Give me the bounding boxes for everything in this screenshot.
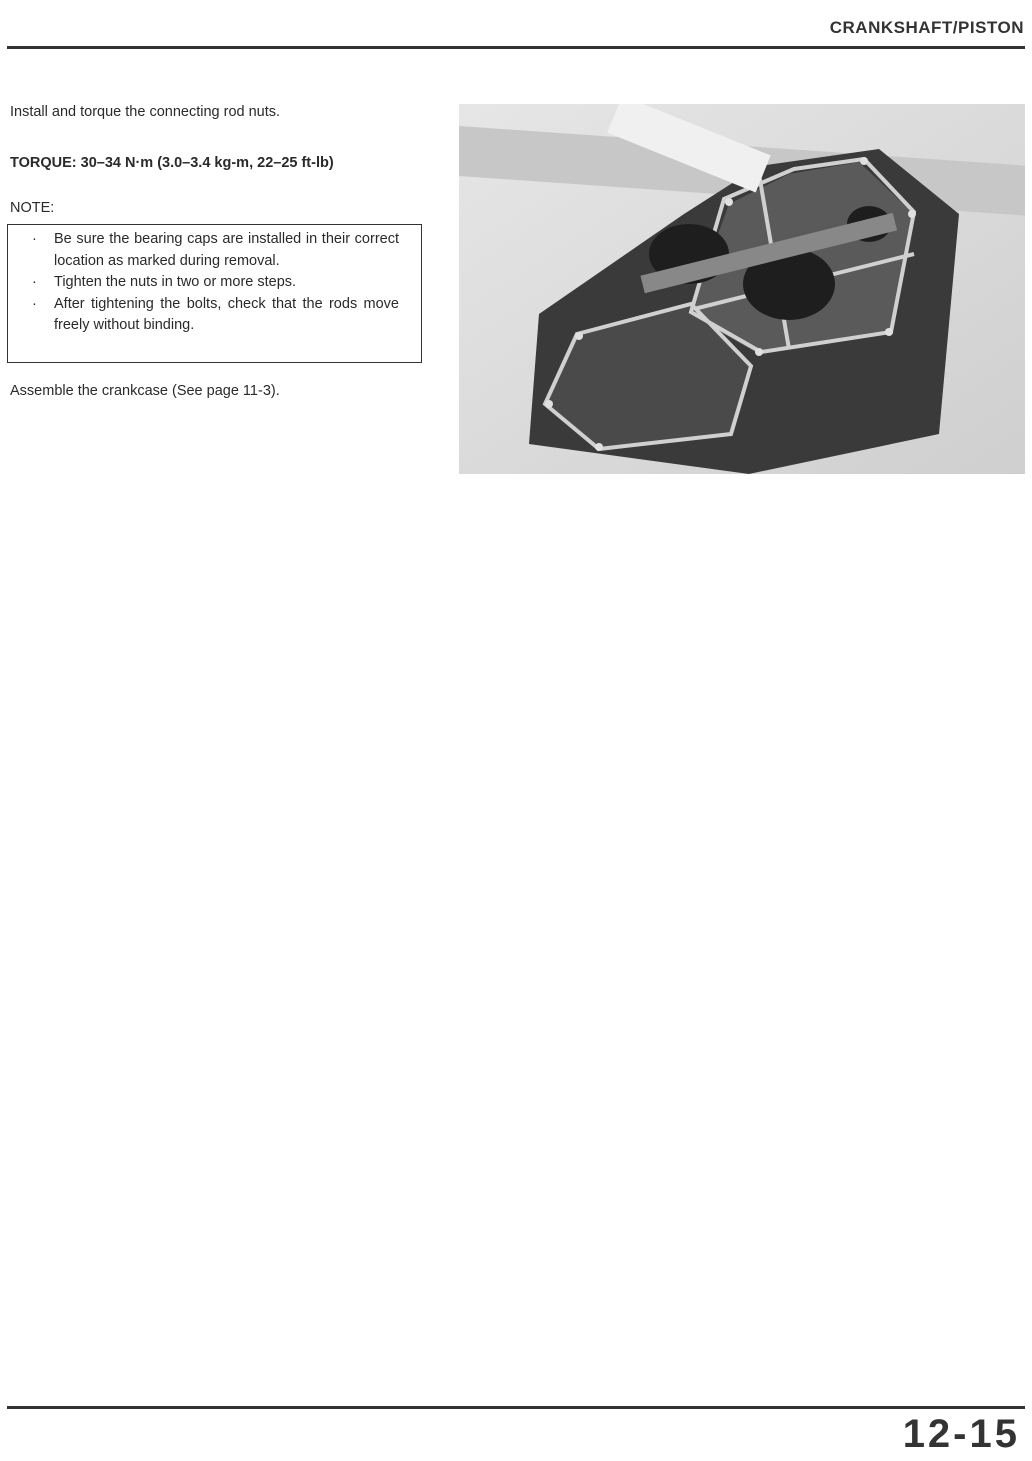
bullet-icon: · [32,274,37,290]
torque-spec: TORQUE: 30–34 N·m (3.0–3.4 kg-m, 22–25 ft-lb) [10,155,334,171]
note-text: After tightening the bolts, check that the rods move freely without binding. [54,295,399,333]
assemble-instruction: Assemble the crankcase (See page 11-3). [10,383,280,399]
bullet-icon: · [32,295,37,312]
bullet-icon: · [32,231,37,247]
crankcase-photo-icon [459,104,1025,474]
instruction-text: Install and torque the connecting rod nuts. [10,104,281,120]
page-header-title: CRANKSHAFT/PISTON [829,18,1024,37]
crankcase-photo [459,104,1025,474]
header-rule [7,46,1025,49]
page-number: 12-15 [902,1412,1020,1456]
note-box [7,224,422,363]
note-text: Be sure the bearing caps are installed in their correct location as marked during removal. [54,231,399,269]
note-item [22,272,399,294]
note-text: Tighten the nuts in two or more steps. [54,274,297,290]
note-list [22,229,399,337]
note-item [22,229,399,272]
note-label: NOTE: [10,200,55,216]
note-item [22,294,399,337]
footer-rule [7,1406,1025,1409]
